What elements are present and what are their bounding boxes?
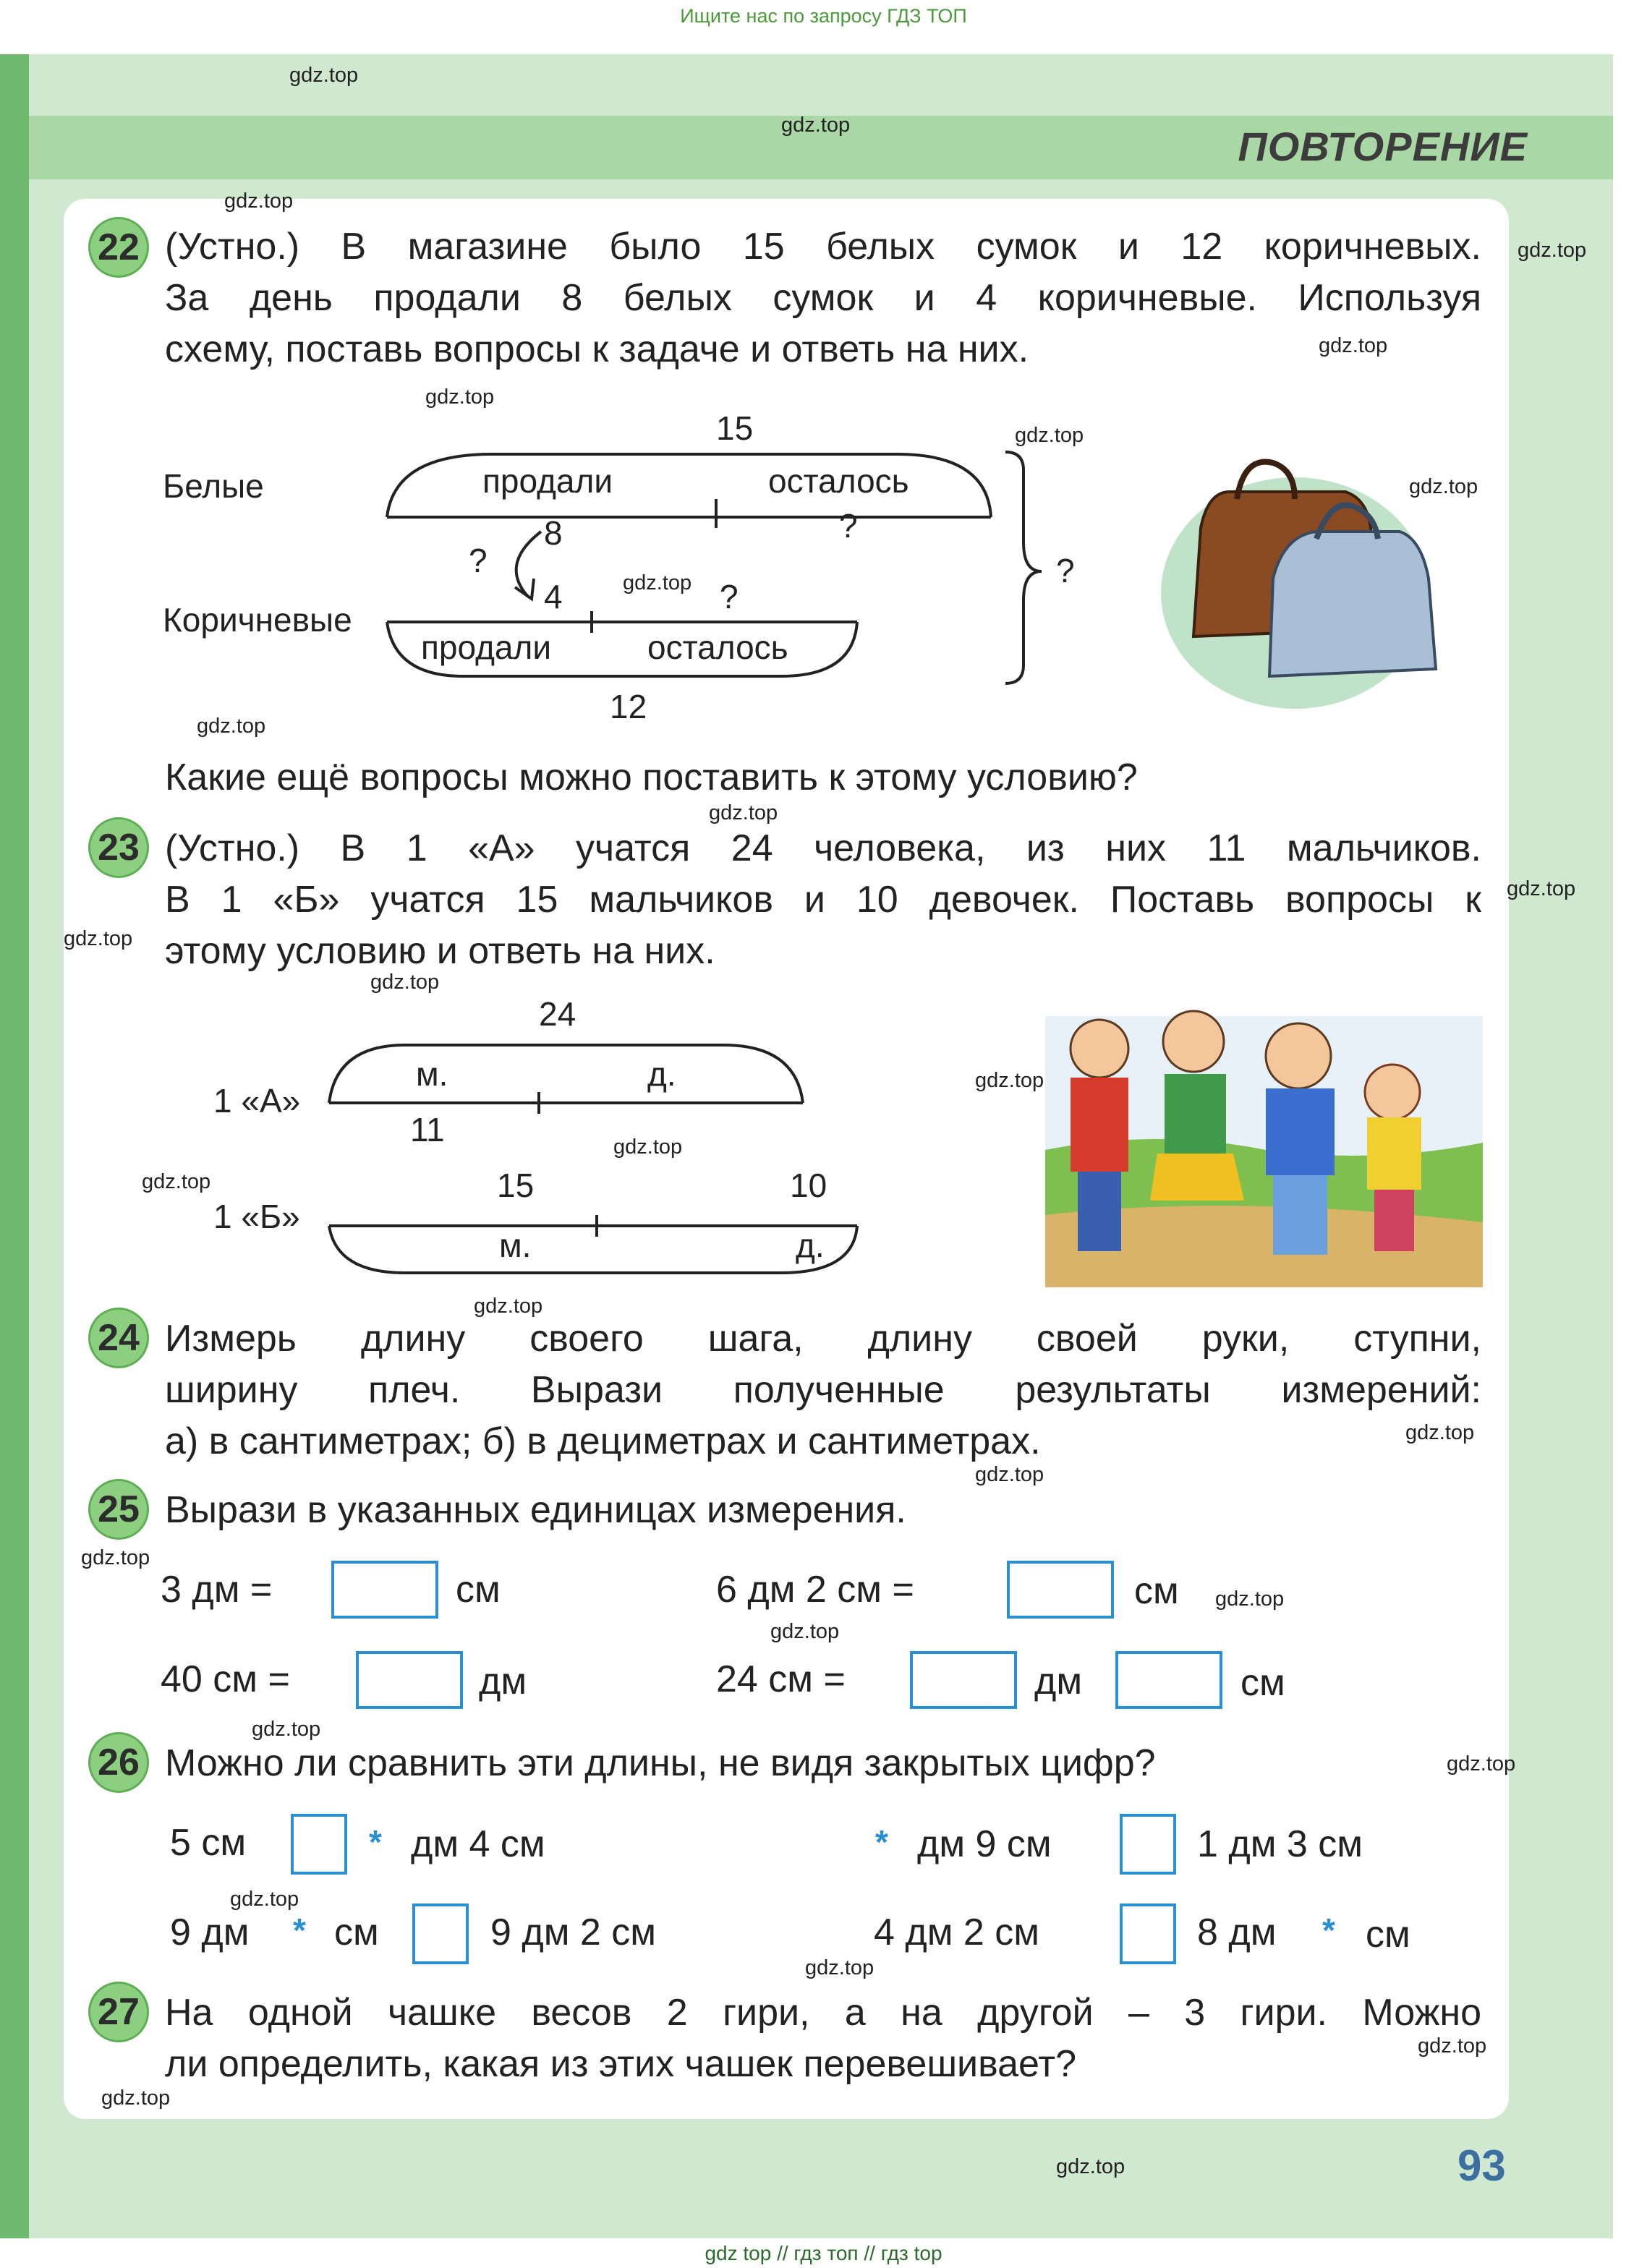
eq4-unit-1: дм (1034, 1660, 1083, 1702)
task-27-line-2: ли определить, какая из этих чашек перевешивает? (165, 2043, 1076, 2085)
task-22-line-1: (Устно.) В магазине было 15 белых сумок и 12 коричневых. (165, 226, 1481, 268)
task-24-text-last (165, 1416, 1481, 1467)
watermark: gdz.top (781, 114, 851, 137)
c2-star: * (875, 1823, 888, 1861)
watermark: gdz.top (370, 971, 440, 994)
total-question: ? (1056, 552, 1075, 589)
c4-star: * (1322, 1911, 1335, 1949)
brown-left-label: осталось (647, 628, 788, 666)
header-title: ПОВТОРЕНИЕ (1238, 124, 1528, 169)
eq3-unit: дм (479, 1660, 527, 1702)
top-banner: Ищите нас по запросу ГДЗ ТОП (680, 5, 967, 27)
watermark: gdz.top (1418, 2034, 1487, 2058)
c3-left-2: см (334, 1911, 379, 1953)
eq4-unit-2: см (1240, 1662, 1285, 1704)
task-23-number: 23 (88, 817, 149, 878)
task-27-text-last (165, 2039, 1481, 2090)
white-left-question: ? (839, 507, 858, 545)
c1-sign-box[interactable] (291, 1814, 347, 1875)
watermark: gdz.top (709, 801, 778, 824)
brown-sold-label: продали (421, 628, 552, 666)
watermark: gdz.top (81, 1546, 150, 1569)
eq2-answer-box[interactable] (1007, 1561, 1114, 1619)
c3-right: 9 дм 2 см (490, 1911, 657, 1953)
watermark: gdz.top (425, 385, 495, 409)
eq2-left: 6 дм 2 см = (716, 1569, 914, 1611)
class-b-girls: 10 (790, 1167, 827, 1204)
class-b-boys-label: м. (499, 1227, 532, 1264)
class-b-boys: 15 (497, 1167, 535, 1204)
white-label: Белые (163, 467, 264, 505)
watermark: gdz.top (1319, 334, 1388, 357)
white-sold-label: продали (482, 462, 613, 500)
task-22-line-2: За день продали 8 белых сумок и 4 коричневые. Используя (165, 277, 1481, 319)
white-left-label: осталось (768, 462, 909, 500)
eq3-answer-box[interactable] (356, 1651, 463, 1709)
c4-right-1: 8 дм (1197, 1911, 1277, 1953)
watermark: gdz.top (142, 1170, 211, 1193)
watermark: gdz.top (289, 64, 359, 87)
watermark: gdz.top (64, 927, 133, 950)
task-24-number: 24 (88, 1308, 149, 1368)
c1-left: 5 см (170, 1822, 247, 1864)
watermark: gdz.top (623, 571, 692, 594)
brown-left-question: ? (720, 578, 739, 615)
watermark: gdz.top (230, 1888, 299, 1911)
task-24-line-1: Измерь длину своего шага, длину своей руки, ступни, (165, 1318, 1481, 1360)
c1-right: дм 4 см (411, 1823, 545, 1865)
watermark: gdz.top (1215, 1587, 1285, 1611)
class-a-boys-label: м. (416, 1055, 448, 1093)
watermark: gdz.top (101, 2086, 171, 2110)
watermark: gdz.top (1507, 877, 1576, 900)
eq4-answer-box-1[interactable] (910, 1651, 1017, 1709)
task-25-number: 25 (88, 1479, 149, 1540)
task-23-line-3: этому условию и ответь на них. (165, 930, 715, 972)
task-26-text (165, 1738, 1481, 1789)
eq4-answer-box-2[interactable] (1115, 1651, 1222, 1709)
class-a-total: 24 (539, 995, 576, 1033)
eq4-left: 24 см = (716, 1658, 846, 1700)
task-25-line: Вырази в указанных единицах измерения. (165, 1489, 906, 1531)
watermark: gdz.top (1015, 424, 1084, 447)
task-24-line-3: а) в сантиметрах; б) в дециметрах и сантиметрах. (165, 1420, 1041, 1462)
c4-sign-box[interactable] (1120, 1904, 1176, 1964)
watermark: gdz.top (975, 1463, 1044, 1486)
watermark: gdz.top (1056, 2155, 1125, 2178)
eq1-unit: см (456, 1569, 501, 1611)
c4-left: 4 дм 2 см (874, 1911, 1040, 1953)
eq1-answer-box[interactable] (331, 1561, 438, 1619)
task-23-line-1: (Устно.) В 1 «А» учатся 24 человека, из них 11 мальчиков. (165, 827, 1481, 869)
watermark: gdz.top (613, 1135, 683, 1159)
class-a-label: 1 «А» (213, 1082, 301, 1120)
brown-total: 12 (610, 688, 647, 725)
task-24-line-2: ширину плеч. Вырази полученные результаты измерений: (165, 1369, 1481, 1411)
watermark: gdz.top (1409, 475, 1478, 498)
watermark: gdz.top (252, 1718, 321, 1741)
c2-sign-box[interactable] (1120, 1814, 1176, 1875)
c2-right: 1 дм 3 см (1197, 1823, 1363, 1865)
watermark: gdz.top (224, 189, 294, 213)
task-26-line: Можно ли сравнить эти длины, не видя закрытых цифр? (165, 1742, 1156, 1784)
task-22-number: 22 (88, 217, 149, 278)
task-27-text (165, 1987, 1481, 2039)
c4-right-2: см (1366, 1914, 1410, 1956)
task-27-line-1: На одной чашке весов 2 гири, а на другой – 3 гири. Можно (165, 1992, 1481, 2034)
c3-star: * (293, 1911, 306, 1949)
bottom-banner: gdz top // гдз топ // гдз top (705, 2242, 942, 2264)
watermark: gdz.top (474, 1295, 543, 1318)
class-b-girls-label: д. (796, 1227, 825, 1264)
watermark: gdz.top (975, 1069, 1044, 1092)
watermark: gdz.top (1518, 239, 1587, 262)
page-number: 93 (1457, 2141, 1506, 2190)
eq1-left: 3 дм = (161, 1569, 273, 1611)
task-27-number: 27 (88, 1982, 149, 2042)
c3-sign-box[interactable] (412, 1904, 469, 1964)
c1-star: * (369, 1823, 382, 1861)
watermark: gdz.top (770, 1620, 840, 1643)
watermark: gdz.top (805, 1956, 874, 1979)
white-total: 15 (716, 409, 754, 447)
eq2-unit: см (1134, 1570, 1179, 1612)
task-22-extra-line: Какие ещё вопросы можно поставить к этому условию? (165, 756, 1138, 798)
task-24-text (165, 1313, 1481, 1416)
watermark: gdz.top (1447, 1752, 1516, 1775)
task-26-number: 26 (88, 1732, 149, 1793)
task-22-line-3: схему, поставь вопросы к задаче и ответь на них. (165, 328, 1029, 370)
white-sold-value: 8 (544, 514, 563, 552)
brown-label: Коричневые (163, 601, 352, 639)
class-a-boys: 11 (410, 1111, 445, 1148)
class-b-label: 1 «Б» (213, 1198, 300, 1235)
watermark: gdz.top (1405, 1421, 1475, 1444)
eq3-left: 40 см = (161, 1658, 290, 1700)
class-a-girls-label: д. (647, 1055, 676, 1093)
diff-question: ? (469, 542, 488, 579)
task-25-text (165, 1485, 1481, 1536)
c3-left-1: 9 дм (170, 1911, 250, 1953)
c2-left: дм 9 см (917, 1823, 1052, 1865)
task-23-line-2: В 1 «Б» учатся 15 мальчиков и 10 девочек. Поставь вопросы к (165, 879, 1481, 921)
watermark: gdz.top (197, 715, 266, 738)
brown-sold-value: 4 (544, 578, 563, 615)
